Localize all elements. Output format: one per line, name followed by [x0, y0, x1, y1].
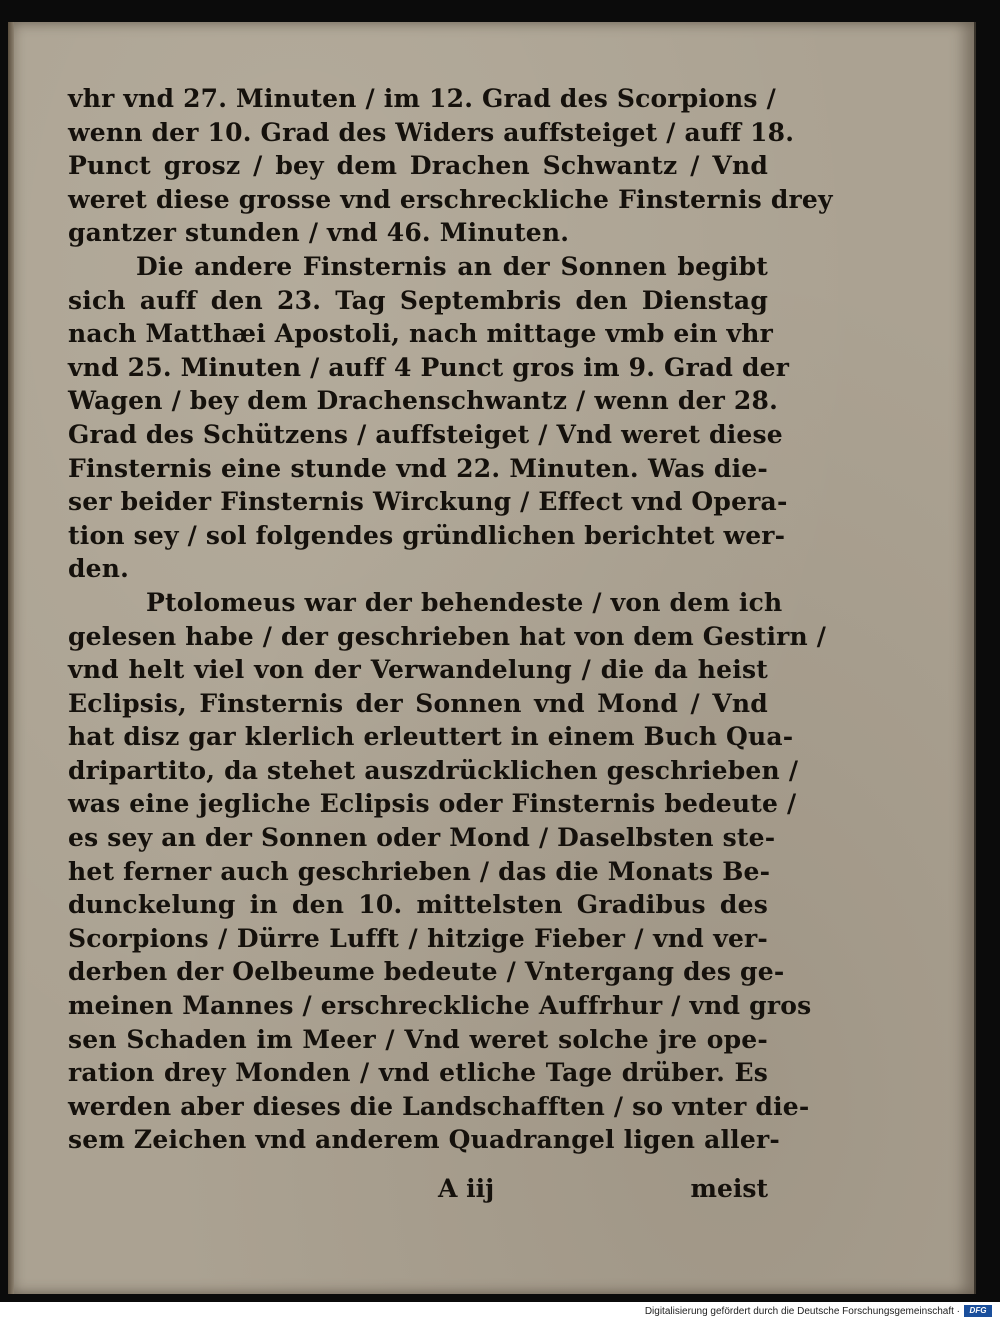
text-line: wenn der 10. Grad des Widers auffsteiget / auff 18. — [68, 117, 795, 147]
text-line: vnd 25. Minuten / auff 4 Punct gros im 9. Grad der — [68, 352, 790, 382]
text-line: ser beider Finsternis Wirckung / Effect vnd Opera- — [68, 487, 788, 517]
text-line: sem Zeichen vnd anderem Quadrangel ligen aller- — [68, 1125, 780, 1155]
text-line: tion sey / sol folgendes gründlichen berichtet wer- — [68, 520, 786, 550]
text-line: Punct grosz / bey dem Drachen Schwantz / Vnd — [68, 151, 768, 181]
text-line: werden aber dieses die Landschafften / so vnter die- — [68, 1091, 810, 1121]
book-page — [8, 22, 976, 1294]
text-line: dunckelung in den 10. mittelsten Gradibus des — [68, 890, 768, 920]
text-line: Wagen / bey dem Drachenschwantz / wenn der 28. — [68, 386, 778, 416]
text-line: gantzer stunden / vnd 46. Minuten. — [68, 218, 570, 248]
text-line: dripartito, da stehet auszdrücklichen geschrieben / — [68, 755, 799, 785]
text-line: vnd helt viel von der Verwandelung / die da heist — [68, 655, 768, 685]
text-line: sich auff den 23. Tag Septembris den Dienstag — [68, 285, 768, 315]
catchword: meist — [690, 1174, 768, 1203]
signature-mark: A iij — [438, 1174, 495, 1203]
text-line: Grad des Schützens / auffsteiget / Vnd weret diese — [68, 419, 783, 449]
funding-credit: Digitalisierung gefördert durch die Deutsche Forschungsgemeinschaft · — [644, 1306, 960, 1317]
text-line: het ferner auch geschrieben / das die Monats Be- — [68, 856, 771, 886]
page-text-block — [68, 82, 833, 1157]
page-binding-edge — [8, 22, 14, 1294]
text-line: Ptolomeus war der behendeste / von dem ich — [146, 587, 783, 617]
dfg-logo: DFG — [964, 1305, 992, 1317]
text-line: Scorpions / Dürre Lufft / hitzige Fieber / vnd ver- — [68, 923, 768, 953]
digitization-footer — [0, 1302, 1000, 1321]
text-line: weret diese grosse vnd erschreckliche Finsternis drey — [68, 184, 833, 214]
page-footer-line — [68, 1172, 768, 1206]
text-line: derben der Oelbeume bedeute / Vntergang des ge- — [68, 957, 785, 987]
text-line: meinen Mannes / erschreckliche Auffrhur / vnd gros — [68, 991, 812, 1021]
text-line: was eine jegliche Eclipsis oder Finsternis bedeute / — [68, 789, 797, 819]
text-line: nach Matthæi Apostoli, nach mittage vmb ein vhr — [68, 319, 773, 349]
text-line: vhr vnd 27. Minuten / im 12. Grad des Scorpions / — [68, 84, 776, 113]
text-line: Finsternis eine stunde vnd 22. Minuten. Was die- — [68, 453, 768, 483]
text-line: hat disz gar klerlich erleuttert in einem Buch Qua- — [68, 722, 794, 752]
text-line: gelesen habe / der geschrieben hat von dem Gestirn / — [68, 621, 827, 651]
text-line: den. — [68, 554, 130, 584]
text-line: es sey an der Sonnen oder Mond / Daselbsten ste- — [68, 823, 776, 853]
text-line: Eclipsis, Finsternis der Sonnen vnd Mond / Vnd — [68, 688, 768, 718]
text-line: Die andere Finsternis an der Sonnen begibt — [136, 251, 768, 281]
text-line: ration drey Monden / vnd etliche Tage drüber. Es — [68, 1058, 768, 1088]
text-line: sen Schaden im Meer / Vnd weret solche jre ope- — [68, 1024, 768, 1054]
